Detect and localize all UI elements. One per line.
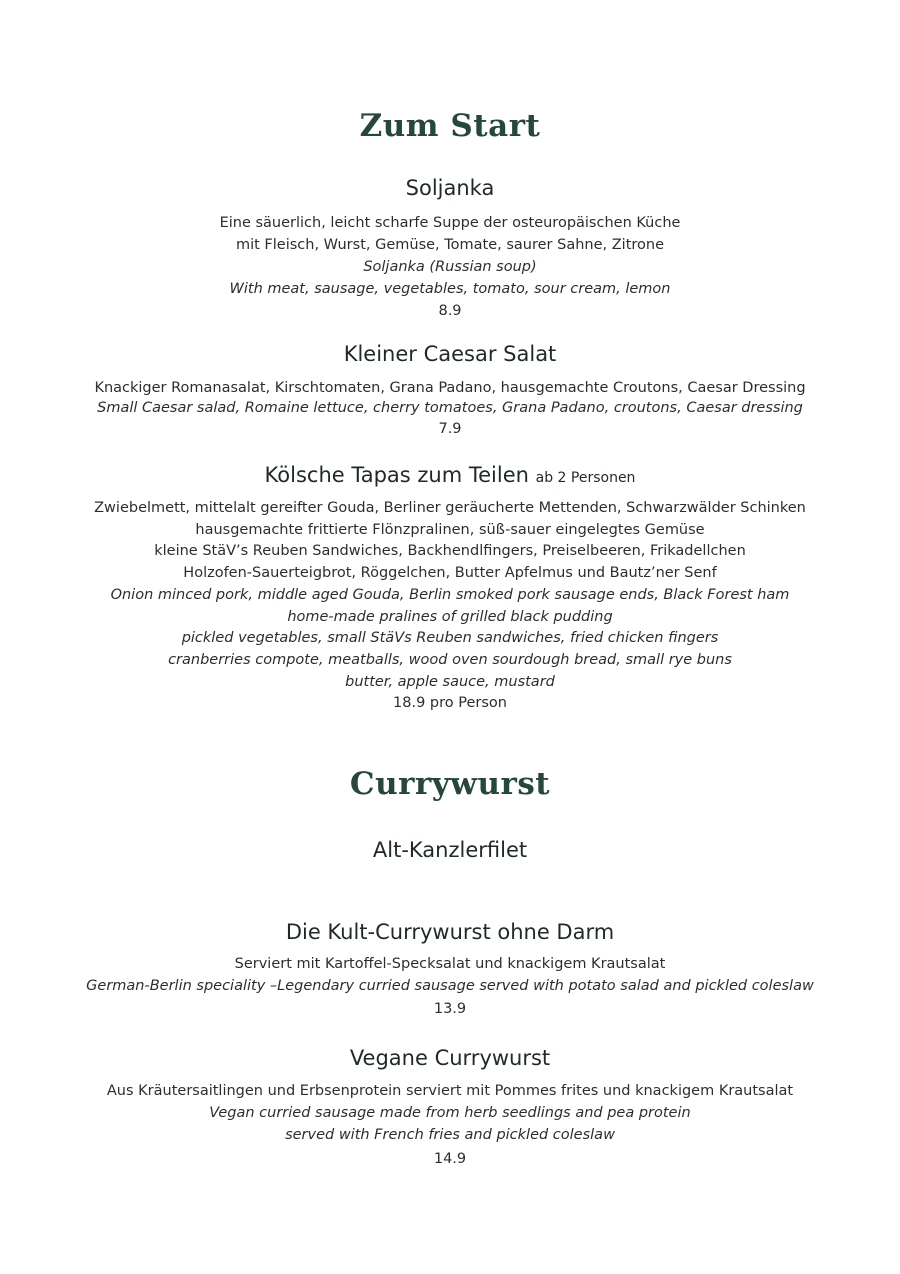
dish-name: Vegane Currywurst: [349, 1046, 551, 1070]
section-title-zum-start: Zum Start: [359, 108, 541, 144]
dish-price: 13.9: [433, 1001, 467, 1017]
dish-name-with-note: [0, 463, 900, 487]
dish-description-de: Aus Kräutersaitlingen und Erbsenprotein serviert mit Pommes frites und knackigem Krautsalat: [106, 1083, 794, 1099]
section-title-currywurst: Currywurst: [349, 766, 551, 802]
dish-description-de: mit Fleisch, Wurst, Gemüse, Tomate, saurer Sahne, Zitrone: [235, 237, 665, 253]
dish-description-de: Knackiger Romanasalat, Kirschtomaten, Grana Padano, hausgemachte Croutons, Caesar Dressing: [94, 380, 806, 396]
dish-description-de: Zwiebelmett, mittelalt gereifter Gouda, Berliner geräucherte Mettenden, Schwarzwälder Schinken: [94, 500, 806, 516]
dish-price: 18.9 pro Person: [393, 695, 507, 711]
dish-description-de: hausgemachte frittierte Flönzpralinen, süß-sauer eingelegtes Gemüse: [195, 522, 705, 538]
dish-description-en: German-Berlin speciality –Legendary curried sausage served with potato salad and pickled coleslaw: [86, 978, 814, 994]
dish-description-en: served with French fries and pickled coleslaw: [285, 1127, 615, 1143]
dish-description-en: Vegan curried sausage made from herb seedlings and pea protein: [209, 1105, 691, 1121]
dish-description-en: Soljanka (Russian soup): [363, 259, 537, 275]
dish-description-de: Holzofen-Sauerteigbrot, Röggelchen, Butter Apfelmus und Bautz’ner Senf: [183, 565, 717, 581]
dish-description-de: kleine StäV’s Reuben Sandwiches, Backhendlfingers, Preiselbeeren, Frikadellchen: [154, 543, 746, 559]
dish-description-de: Eine säuerlich, leicht scharfe Suppe der osteuropäischen Küche: [219, 215, 681, 231]
dish-price: 8.9: [438, 303, 462, 319]
dish-description-en: With meat, sausage, vegetables, tomato, sour cream, lemon: [229, 281, 671, 297]
dish-name: Die Kult-Currywurst ohne Darm: [285, 920, 615, 944]
dish-name: Soljanka: [405, 176, 495, 200]
dish-description-en: cranberries compote, meatballs, wood oven sourdough bread, small rye buns: [168, 652, 732, 668]
dish-name: Kölsche Tapas zum Teilen: [264, 463, 529, 487]
dish-description-en: butter, apple sauce, mustard: [345, 674, 555, 690]
dish-name: Alt-Kanzlerfilet: [372, 838, 528, 862]
dish-description-de: Serviert mit Kartoffel-Specksalat und knackigem Krautsalat: [234, 956, 666, 972]
dish-price: 14.9: [433, 1151, 467, 1167]
dish-note: ab 2 Personen: [535, 470, 636, 486]
dish-description-en: Onion minced pork, middle aged Gouda, Berlin smoked pork sausage ends, Black Forest ham: [110, 587, 790, 603]
dish-name: Kleiner Caesar Salat: [343, 342, 557, 366]
dish-description-en: Small Caesar salad, Romaine lettuce, cherry tomatoes, Grana Padano, croutons, Caesar dressing: [97, 400, 803, 416]
dish-description-en: pickled vegetables, small StäVs Reuben sandwiches, fried chicken fingers: [181, 630, 719, 646]
dish-price: 7.9: [438, 421, 462, 437]
dish-description-en: home-made pralines of grilled black pudding: [287, 609, 613, 625]
